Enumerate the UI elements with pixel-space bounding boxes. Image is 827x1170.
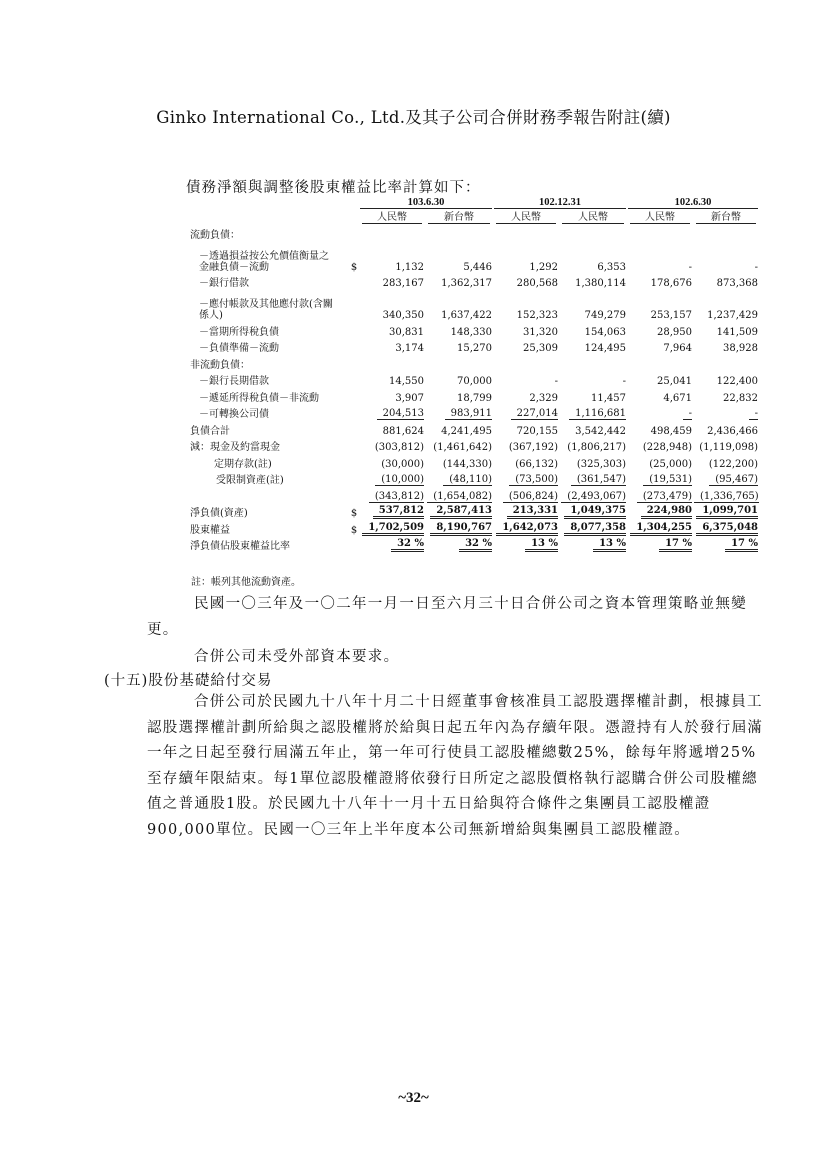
- document-title: Ginko International Co., Ltd.及其子公司合併財務季報告附註(續): [156, 108, 671, 127]
- table-row: [189, 486, 759, 503]
- cell-value: (303,812): [374, 442, 424, 453]
- table-row: [189, 470, 759, 487]
- cell-value: (1,336,765): [694, 491, 759, 503]
- cell-value: 1,132: [395, 261, 424, 273]
- currency-header: 人民幣: [496, 212, 557, 224]
- row-label: －應付帳款及其他應付款(含關係人): [199, 299, 333, 321]
- currency-header: 新台幣: [696, 212, 757, 224]
- cell-value: (1,119,098): [699, 442, 758, 453]
- cell-value: 6,375,048: [696, 522, 758, 536]
- cell-value: 7,964: [663, 343, 692, 354]
- row-label: －負債準備－流動: [199, 343, 279, 354]
- currency-header: 人民幣: [630, 212, 691, 224]
- row-label: －銀行長期借款: [199, 376, 269, 387]
- cell-value: 1,637,422: [441, 310, 492, 321]
- row-label: 淨負債(資產): [190, 508, 248, 519]
- cell-value: 32 %: [459, 538, 492, 552]
- row-label: 受限制資產(註): [216, 475, 284, 486]
- cell-value: (25,000): [649, 458, 692, 470]
- row-label: －銀行借款: [199, 278, 249, 289]
- table-footnote: 註：帳列其他流動資產。: [191, 577, 301, 588]
- cell-value: 31,320: [523, 326, 558, 338]
- table-row: [189, 371, 759, 388]
- cell-value: (19,531): [643, 474, 692, 486]
- row-label: －可轉換公司債: [199, 409, 269, 420]
- cell-value: 2,436,466: [707, 425, 758, 437]
- cell-value: (73,500): [509, 474, 558, 486]
- cell-value: 17 %: [659, 538, 692, 552]
- capital-management-paragraph: 民國一〇三年及一〇二年一月一日至六月三十日合併公司之資本管理策略並無變更。: [147, 596, 747, 638]
- share-based-payment-paragraph: 合併公司於民國九十八年十月二十日經董事會核准員工認股選擇權計劃，根據員工認股選擇權計劃所給與之認股權將於給與日起五年內為存續年限。憑證持有人於發行屆滿一年之日起至發行屆滿五年止，第一年可行使員工認股權總數25%，餘每年將遞增25%至存續年限結束。每1單位認股權證將依發行日所定之認股價格執行認購合併公司股權總值之普通股1股。於民國九十八年十一月十五日給與符合條件之集團員工認股權證900,000單位。民國一〇三年上半年度本公司無新增給與集團員工認股權證。: [147, 694, 764, 838]
- cell-value: 537,812: [373, 505, 424, 519]
- cell-value: 1,702,509: [362, 522, 424, 536]
- cell-value: -: [688, 261, 692, 273]
- cell-value: 340,350: [382, 310, 424, 321]
- cell-value: -: [683, 408, 692, 420]
- cell-value: (48,110): [443, 474, 492, 486]
- intro-text: 債務淨額與調整後股東權益比率計算如下：: [186, 180, 481, 196]
- cell-value: 70,000: [457, 376, 492, 387]
- currency-header: 新台幣: [428, 212, 491, 224]
- cell-value: 15,270: [457, 343, 492, 354]
- currency-header: 人民幣: [362, 212, 423, 224]
- cell-value: 749,279: [584, 310, 626, 321]
- cell-value: 25,041: [657, 376, 692, 387]
- cell-value: 1,237,429: [707, 310, 758, 321]
- table-row: [189, 241, 759, 273]
- cell-value: -: [749, 408, 758, 420]
- cell-value: 13 %: [525, 538, 558, 552]
- cell-value: 224,980: [641, 505, 692, 519]
- table-row: [189, 519, 759, 536]
- cell-value: (30,000): [381, 458, 424, 470]
- cell-value: 283,167: [382, 278, 424, 289]
- table-row: [189, 273, 759, 290]
- row-label: 股東權益: [190, 524, 230, 536]
- cell-value: 983,911: [445, 408, 492, 420]
- row-label: 非流動負債：: [190, 359, 250, 371]
- row-label: －透過損益按公允價值衡量之金融負債－流動: [199, 250, 329, 273]
- cell-value: 2,587,413: [430, 505, 492, 519]
- cell-value: 11,457: [591, 392, 626, 404]
- cell-value: 28,950: [657, 326, 692, 338]
- cell-value: 141,509: [716, 326, 758, 338]
- cell-value: 253,157: [650, 310, 692, 321]
- table-row: [189, 321, 759, 338]
- cell-value: 280,568: [516, 278, 558, 289]
- cell-value: (506,824): [503, 491, 558, 503]
- table-row: [189, 387, 759, 404]
- table-row: [189, 224, 759, 241]
- cell-value: 152,323: [516, 310, 558, 321]
- cell-value: 2,329: [529, 392, 558, 404]
- cell-value: 13 %: [593, 538, 626, 552]
- cell-value: 6,353: [597, 261, 626, 273]
- currency-header: 人民幣: [562, 212, 625, 224]
- cell-value: 1,049,375: [564, 505, 626, 519]
- cell-value: 124,495: [584, 343, 626, 354]
- cell-value: 22,832: [723, 392, 758, 404]
- cell-value: 720,155: [516, 425, 558, 437]
- cell-value: 178,676: [650, 278, 692, 289]
- row-label: －遞延所得稅負債－非流動: [199, 392, 319, 404]
- table-row: [189, 354, 759, 371]
- cell-value: (1,806,217): [567, 442, 626, 453]
- cell-value: (1,461,642): [433, 442, 492, 453]
- row-label: 減：現金及約當現金: [190, 442, 280, 453]
- cell-value: 154,063: [584, 326, 626, 338]
- cell-value: 1,116,681: [569, 408, 626, 420]
- cell-value: 1,642,073: [496, 522, 558, 536]
- row-label: 淨負債佔股東權益比率: [190, 541, 290, 552]
- column-date: 103.6.30: [360, 197, 492, 209]
- net-debt-table: [189, 197, 759, 552]
- page-number: ~32~: [398, 1090, 429, 1106]
- cell-value: (361,547): [571, 474, 626, 486]
- cell-value: 3,542,442: [575, 425, 626, 437]
- table-row: [189, 289, 759, 321]
- cell-value: (66,132): [515, 458, 558, 470]
- table-row: [189, 404, 759, 421]
- cell-value: (273,479): [637, 491, 692, 503]
- cell-value: 4,671: [663, 392, 692, 404]
- cell-value: 25,309: [523, 343, 558, 354]
- cell-value: 17 %: [725, 538, 758, 552]
- cell-value: 32 %: [391, 538, 424, 552]
- cell-value: (10,000): [375, 474, 424, 486]
- cell-value: 30,831: [389, 326, 424, 338]
- cell-value: (144,330): [442, 458, 492, 470]
- table-row: [189, 437, 759, 454]
- table-row: [189, 453, 759, 470]
- cell-value: (1,654,082): [427, 491, 492, 503]
- row-label: －當期所得稅負債: [199, 326, 279, 338]
- cell-value: (343,812): [369, 491, 424, 503]
- cell-value: 14,550: [389, 376, 424, 387]
- cell-value: (367,192): [508, 442, 558, 453]
- cell-value: 1,380,114: [575, 278, 626, 289]
- cell-value: 1,304,255: [630, 522, 692, 536]
- cell-value: 8,190,767: [430, 522, 492, 536]
- cell-value: 498,459: [650, 425, 692, 437]
- row-label: 流動負債：: [190, 229, 240, 241]
- column-date: 102.12.31: [494, 197, 626, 209]
- cell-value: 3,174: [395, 343, 424, 354]
- cell-value: 213,331: [507, 505, 558, 519]
- section-heading: (十五)股份基礎給付交易: [104, 673, 273, 689]
- row-label: 定期存款(註): [214, 458, 272, 470]
- column-date: 102.6.30: [628, 197, 758, 209]
- cell-value: 38,928: [723, 343, 758, 354]
- cell-value: 8,077,358: [564, 522, 626, 536]
- cell-value: 227,014: [511, 408, 558, 420]
- cell-value: (2,493,067): [561, 491, 626, 503]
- cell-value: (325,303): [576, 458, 626, 470]
- cell-value: 1,362,317: [441, 278, 492, 289]
- cell-value: (122,200): [708, 458, 758, 470]
- table-row: [189, 420, 759, 437]
- cell-value: -: [754, 261, 758, 273]
- cell-value: 881,624: [382, 425, 424, 437]
- cell-value: -: [622, 376, 626, 387]
- table-row: [189, 503, 759, 520]
- cell-value: 5,446: [463, 261, 492, 273]
- cell-value: (228,948): [642, 442, 692, 453]
- cell-value: 873,368: [716, 278, 758, 289]
- currency-symbol: $: [350, 524, 358, 536]
- cell-value: 122,400: [716, 376, 758, 387]
- cell-value: 4,241,495: [441, 425, 492, 437]
- cell-value: 148,330: [450, 326, 492, 338]
- row-label: 負債合計: [190, 425, 230, 437]
- table-row: [189, 536, 759, 553]
- cell-value: 204,513: [377, 408, 424, 420]
- external-capital-paragraph: 合併公司未受外部資本要求。: [194, 649, 400, 665]
- cell-value: 1,292: [529, 261, 558, 273]
- cell-value: 18,799: [457, 392, 492, 404]
- cell-value: 3,907: [395, 392, 424, 404]
- currency-symbol: $: [350, 261, 358, 273]
- table-row: [189, 338, 759, 355]
- cell-value: 1,099,701: [696, 505, 758, 519]
- cell-value: -: [554, 376, 558, 387]
- cell-value: (95,467): [709, 474, 758, 486]
- currency-symbol: $: [350, 508, 358, 519]
